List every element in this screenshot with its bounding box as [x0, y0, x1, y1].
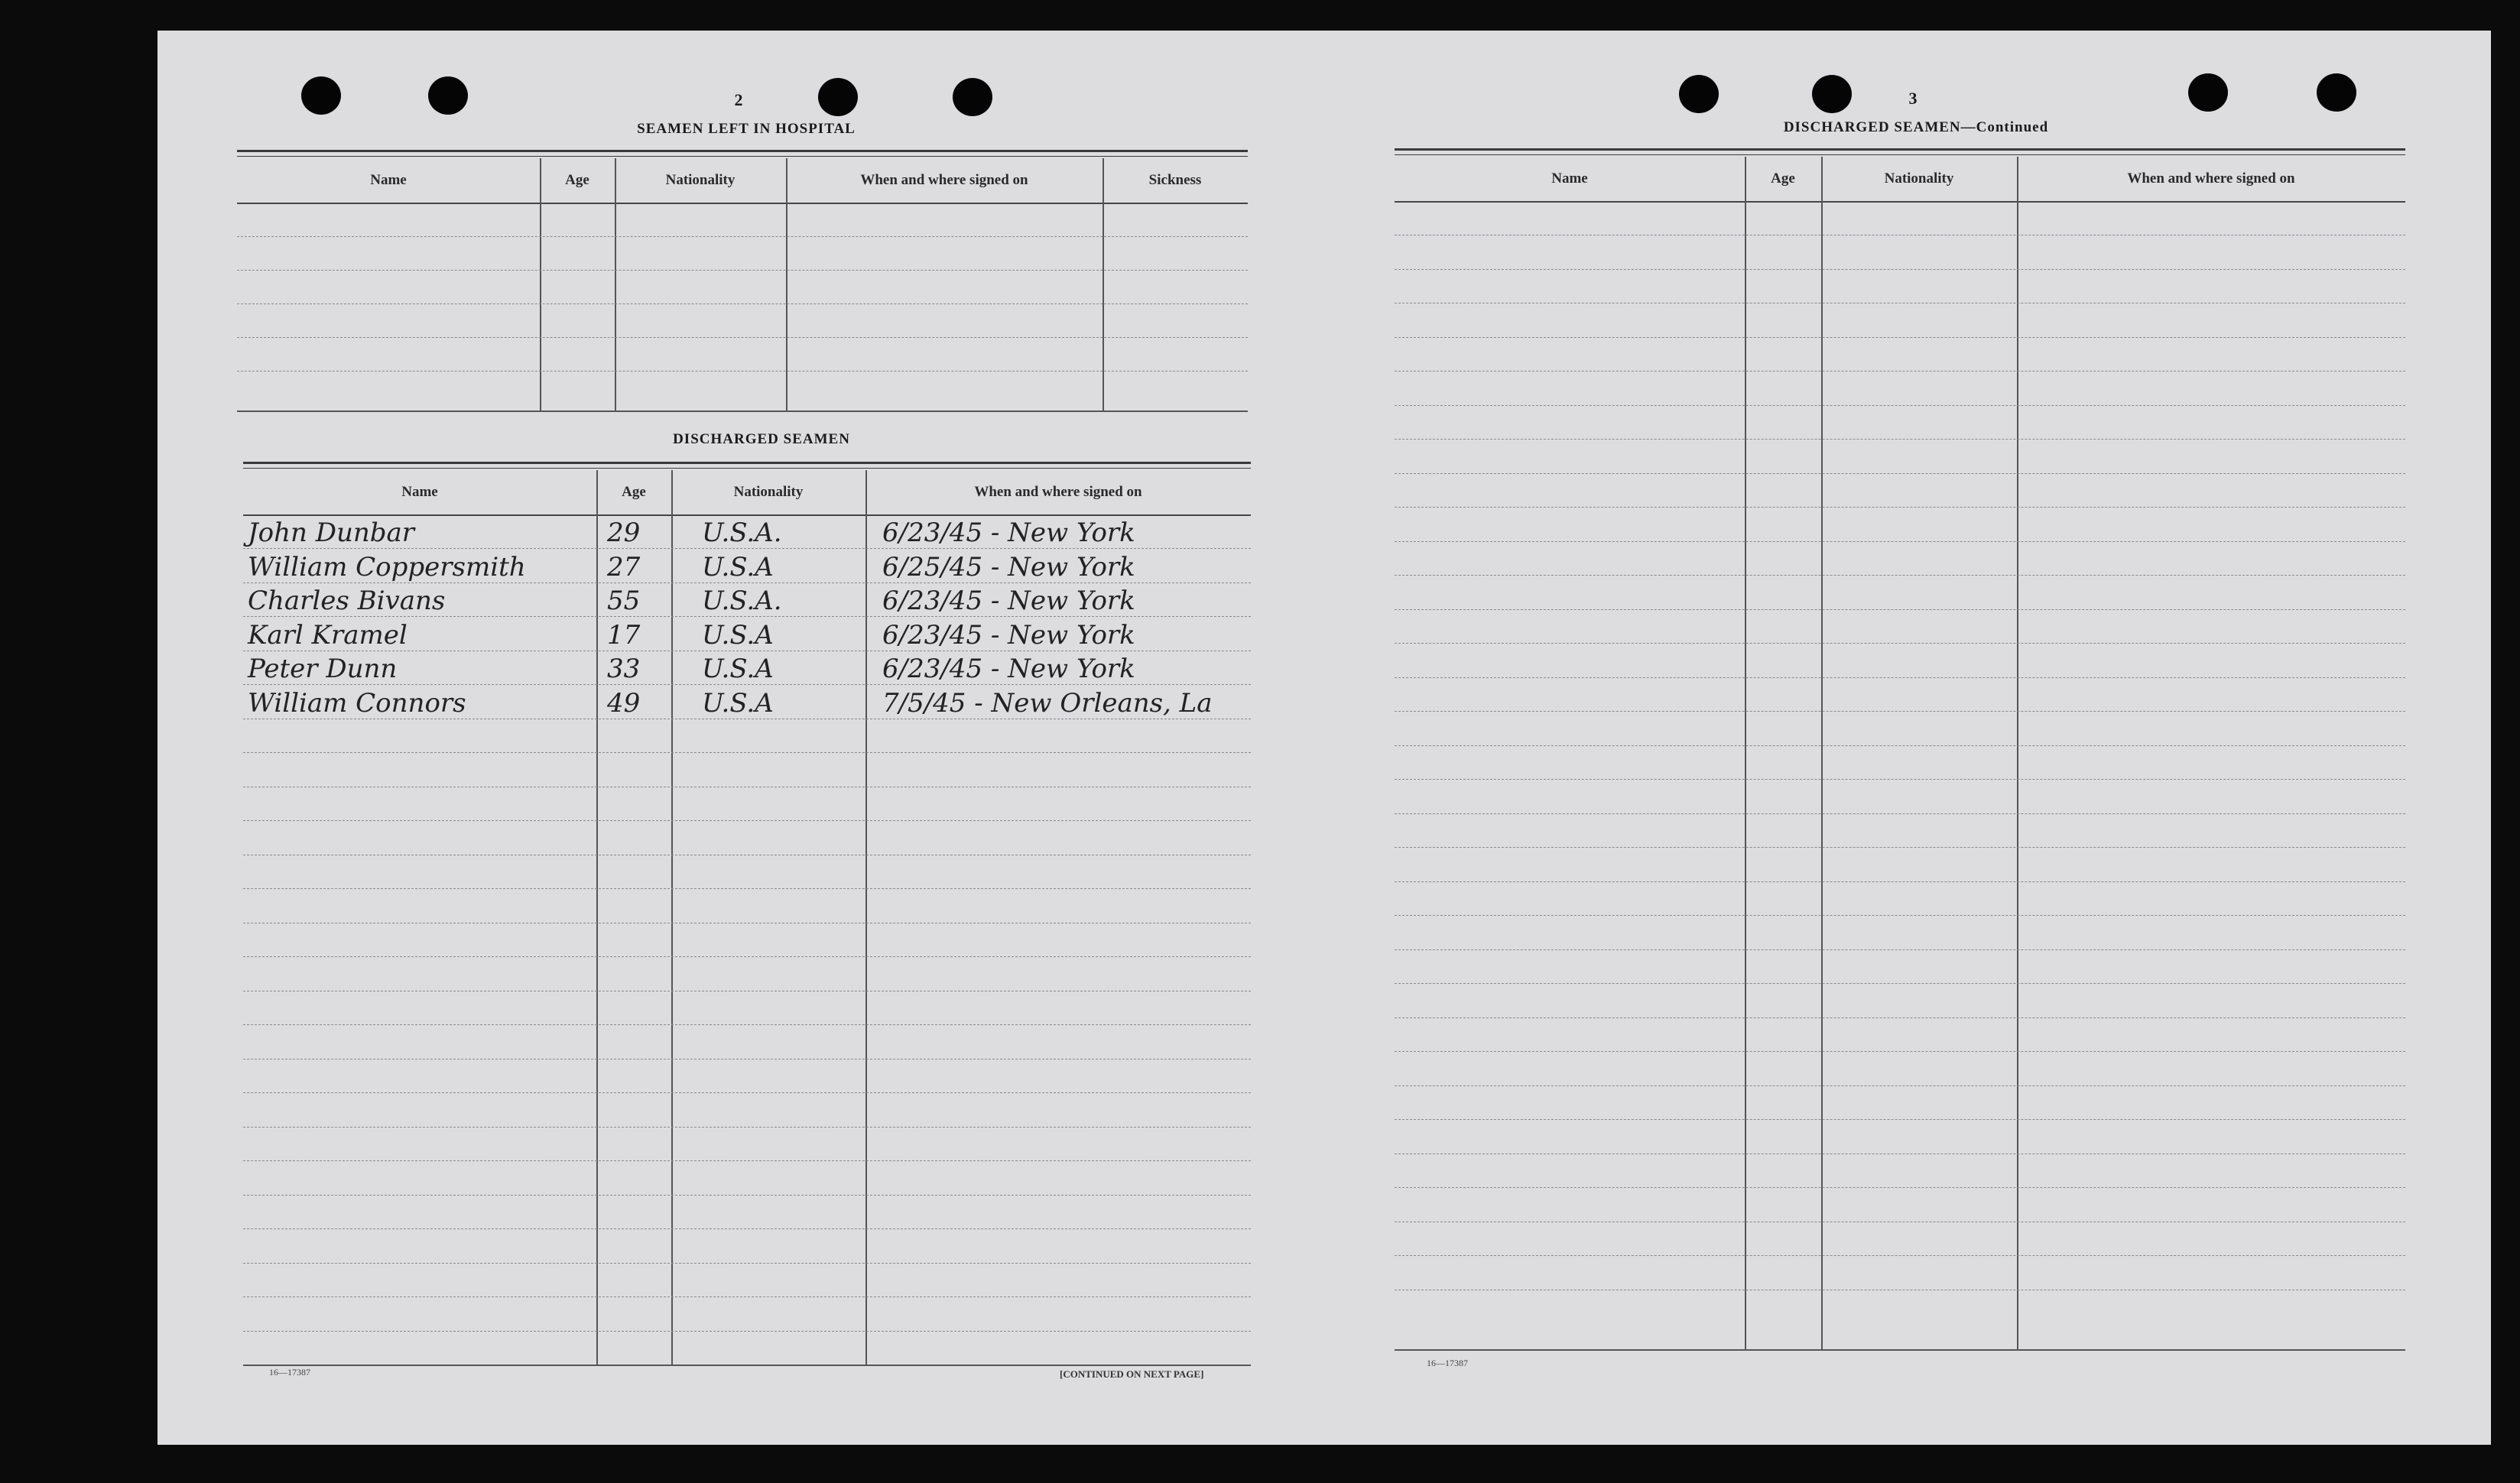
- right-header-name: Name: [1551, 170, 1588, 187]
- row-nationality: U.S.A: [702, 551, 774, 582]
- form-line: [243, 1024, 1251, 1025]
- table-row: [243, 550, 1251, 584]
- form-line: [1395, 711, 2405, 712]
- column-divider: [615, 158, 616, 411]
- form-line: [243, 956, 1251, 957]
- discharged-header-age: Age: [622, 484, 646, 500]
- row-age: 17: [607, 619, 641, 651]
- form-line: [243, 1127, 1251, 1128]
- form-line: [1395, 1119, 2405, 1120]
- discharged-header-nationality: Nationality: [733, 484, 804, 500]
- form-line: [243, 1092, 1251, 1093]
- form-line: [1395, 745, 2405, 746]
- column-divider: [1102, 158, 1104, 411]
- form-line: [1395, 337, 2405, 338]
- row-age: 55: [607, 586, 641, 616]
- form-line: [1395, 1085, 2405, 1086]
- continued-note: [CONTINUED ON NEXT PAGE]: [1060, 1368, 1204, 1380]
- form-line: [243, 1228, 1251, 1229]
- row-age: 27: [607, 551, 641, 582]
- form-line: [243, 752, 1251, 753]
- column-divider: [540, 158, 541, 411]
- form-line: [1395, 813, 2405, 814]
- form-line: [243, 888, 1251, 889]
- hospital-header-nationality: Nationality: [665, 172, 736, 188]
- punch-hole: [1679, 75, 1719, 113]
- form-line: [237, 337, 1248, 338]
- form-line: [1395, 405, 2405, 406]
- form-line: [243, 1059, 1251, 1060]
- form-line: [1395, 983, 2405, 984]
- page-number-left: 2: [734, 90, 743, 109]
- column-divider: [786, 158, 788, 411]
- row-name: William Connors: [248, 687, 466, 719]
- row-signed-on: 6/25/45 - New York: [882, 551, 1135, 582]
- row-name: William Coppersmith: [248, 551, 526, 582]
- discharged-continued-table: [1395, 148, 2405, 1389]
- row-name: Karl Kramel: [248, 619, 408, 651]
- table-row: [243, 584, 1251, 618]
- form-line: [1395, 677, 2405, 678]
- form-line: [237, 303, 1248, 304]
- column-divider: [2017, 157, 2018, 1349]
- page-number-right: 3: [1908, 89, 1918, 108]
- form-line: [1395, 473, 2405, 474]
- table-row: [243, 686, 1251, 720]
- table-row: [243, 652, 1251, 686]
- form-code-right: 16—17387: [1427, 1358, 1468, 1368]
- row-age: 49: [607, 687, 641, 719]
- punch-hole: [2317, 73, 2356, 112]
- form-line: [1395, 609, 2405, 610]
- hospital-header-age: Age: [565, 172, 589, 188]
- row-signed-on: 7/5/45 - New Orleans, La: [882, 687, 1213, 719]
- row-name: John Dunbar: [248, 518, 415, 548]
- form-line: [1395, 643, 2405, 644]
- row-nationality: U.S.A.: [702, 518, 782, 548]
- discharged-section-title: DISCHARGED SEAMEN: [673, 431, 850, 447]
- form-line: [1395, 915, 2405, 916]
- row-name: Peter Dunn: [248, 654, 398, 684]
- form-line: [1395, 439, 2405, 440]
- table-row: [243, 618, 1251, 652]
- row-age: 33: [607, 654, 641, 684]
- punch-hole: [2188, 73, 2228, 112]
- form-line: [1395, 847, 2405, 848]
- form-line: [1395, 1051, 2405, 1052]
- punch-hole: [818, 78, 858, 116]
- right-header-age: Age: [1771, 170, 1795, 187]
- row-nationality: U.S.A: [702, 687, 774, 719]
- form-line: [1395, 575, 2405, 576]
- form-line: [243, 1263, 1251, 1264]
- form-line: [237, 236, 1248, 237]
- form-line: [1395, 541, 2405, 542]
- row-signed-on: 6/23/45 - New York: [882, 518, 1135, 548]
- table-bottom-line: [243, 1365, 1251, 1366]
- form-line: [1395, 1017, 2405, 1018]
- form-line: [1395, 371, 2405, 372]
- table-bottom-line: [1395, 1349, 2405, 1351]
- form-line: [243, 1331, 1251, 1332]
- row-signed-on: 6/23/45 - New York: [882, 586, 1135, 616]
- right-header-signed-on: When and where signed on: [2127, 170, 2295, 187]
- row-nationality: U.S.A: [702, 619, 774, 651]
- form-line: [1395, 1187, 2405, 1188]
- form-line: [1395, 1255, 2405, 1256]
- column-divider: [1821, 157, 1823, 1349]
- form-line: [1395, 507, 2405, 508]
- row-signed-on: 6/23/45 - New York: [882, 619, 1135, 651]
- hospital-section-title: SEAMEN LEFT IN HOSPITAL: [637, 121, 856, 137]
- form-line: [1395, 949, 2405, 950]
- form-line: [1395, 269, 2405, 270]
- discharged-header-signed-on: When and where signed on: [974, 484, 1142, 500]
- right-section-title: DISCHARGED SEAMEN—Continued: [1783, 119, 2049, 135]
- form-line: [243, 820, 1251, 821]
- column-divider: [1745, 157, 1746, 1349]
- punch-hole: [428, 76, 468, 115]
- right-header-nationality: Nationality: [1884, 170, 1954, 187]
- document-sheet: [158, 31, 2491, 1445]
- form-line: [237, 270, 1248, 271]
- form-line: [243, 1195, 1251, 1196]
- form-line: [243, 1160, 1251, 1161]
- table-row: [243, 516, 1251, 550]
- row-nationality: U.S.A.: [702, 586, 782, 616]
- row-age: 29: [607, 518, 641, 548]
- hospital-header-sickness: Sickness: [1148, 172, 1202, 188]
- table-bottom-line: [237, 411, 1248, 412]
- form-line: [243, 1296, 1251, 1297]
- form-line: [237, 371, 1248, 372]
- hospital-table: [237, 150, 1248, 443]
- row-nationality: U.S.A: [702, 654, 774, 684]
- hospital-header-signed-on: When and where signed on: [860, 172, 1028, 188]
- hospital-header-name: Name: [370, 172, 407, 188]
- row-signed-on: 6/23/45 - New York: [882, 654, 1135, 684]
- form-code-left: 16—17387: [269, 1367, 310, 1378]
- punch-hole: [953, 78, 992, 116]
- form-line: [1395, 779, 2405, 780]
- row-name: Charles Bivans: [248, 586, 446, 616]
- discharged-table: [243, 462, 1251, 1397]
- form-line: [1395, 881, 2405, 882]
- discharged-header-name: Name: [401, 484, 438, 500]
- punch-hole: [301, 76, 341, 115]
- punch-hole: [1812, 75, 1852, 113]
